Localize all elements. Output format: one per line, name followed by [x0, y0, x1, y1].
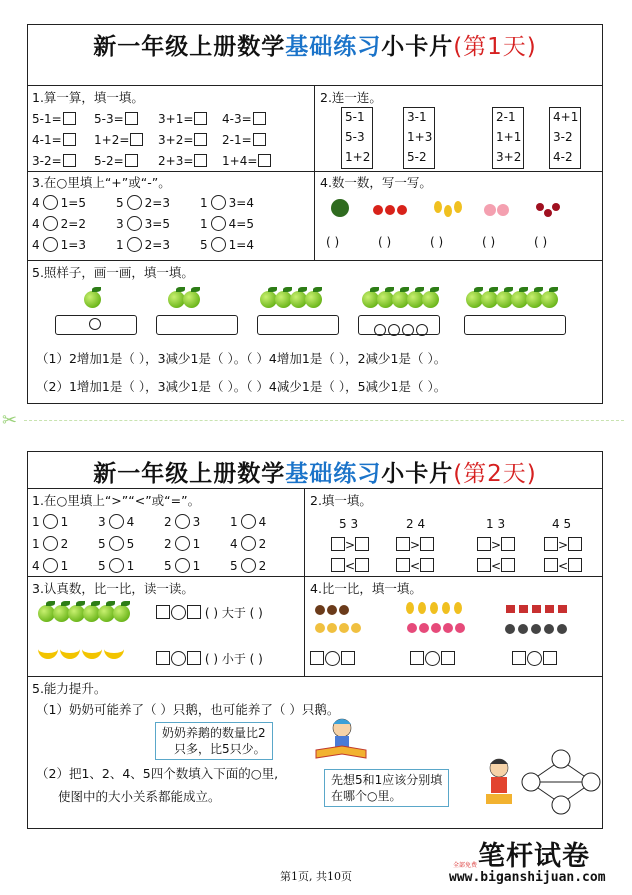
answer-box[interactable] — [63, 112, 76, 125]
example-circle — [89, 318, 101, 330]
divider — [28, 488, 602, 489]
compare-circle[interactable] — [425, 651, 440, 666]
answer-box[interactable] — [512, 651, 526, 665]
apple-group — [466, 291, 556, 312]
answer-box[interactable] — [501, 558, 515, 572]
fruit-illustrations — [328, 195, 598, 221]
compare-circle[interactable] — [109, 514, 124, 529]
apple-icon — [422, 291, 439, 308]
answer-box[interactable] — [355, 537, 369, 551]
peach-icon — [455, 623, 465, 633]
apple-icon — [541, 291, 558, 308]
count-answer[interactable]: ( ) — [378, 235, 392, 249]
panda-icon — [518, 624, 528, 634]
section-1-heading: 1.在○里填上“>”“<”或“=”。 — [32, 493, 201, 508]
answer-box[interactable] — [63, 133, 76, 146]
section-3-heading: 3.认真数，比一比，读一读。 — [32, 581, 194, 596]
operator-circle[interactable] — [211, 216, 226, 231]
brand-logo: 笔杆试卷 — [478, 841, 590, 872]
owl-icon — [327, 605, 337, 615]
pear-icon — [430, 602, 438, 614]
compare-circle[interactable] — [241, 514, 256, 529]
answer-box[interactable] — [501, 537, 515, 551]
chick-icon — [351, 623, 361, 633]
cherry-icon — [552, 203, 560, 211]
answer-box[interactable] — [396, 537, 410, 551]
owl-icon — [315, 605, 325, 615]
answer-box[interactable] — [441, 651, 455, 665]
basket-icon — [558, 605, 567, 613]
answer-box[interactable] — [544, 558, 558, 572]
banana-row — [38, 642, 126, 663]
pear-icon — [444, 205, 452, 217]
expr-item[interactable]: 4-2 — [553, 150, 573, 164]
pear-icon — [418, 602, 426, 614]
card2-title: 新一年级上册数学基础练习小卡片(第2天) — [93, 461, 537, 487]
diagram-circle-top — [552, 750, 570, 768]
apple-icon — [305, 291, 322, 308]
question-2-line-2: 使图中的大小关系都能成立。 — [58, 789, 221, 804]
relation-diagram — [520, 748, 602, 816]
apple-icon — [113, 605, 130, 622]
chick-icon — [315, 623, 325, 633]
apple-icon — [84, 291, 101, 308]
cherry-icon — [536, 203, 544, 211]
section-1-heading: 1.算一算，填一填。 — [32, 90, 144, 105]
answer-box[interactable] — [331, 537, 345, 551]
compare-circle[interactable] — [43, 536, 58, 551]
example-circle — [402, 324, 414, 336]
basket-icon — [532, 605, 541, 613]
expr-item[interactable]: 5-1 — [345, 110, 365, 124]
compare-circle[interactable] — [171, 605, 186, 620]
answer-box[interactable] — [156, 651, 170, 665]
answer-box[interactable] — [477, 558, 491, 572]
peach-icon — [443, 623, 453, 633]
section-4-heading: 4.数一数，写一写。 — [320, 175, 432, 190]
banana-icon — [82, 642, 102, 659]
peach-icon — [419, 623, 429, 633]
answer-box[interactable] — [194, 154, 207, 167]
tomato-icon — [385, 205, 395, 215]
diagram-circle-left — [522, 773, 540, 791]
operator-circle[interactable] — [127, 195, 142, 210]
animal-illustrations — [312, 602, 600, 640]
pear-icon — [454, 201, 462, 213]
count-answer[interactable]: ( ) — [482, 235, 496, 249]
operator-circle[interactable] — [211, 195, 226, 210]
expr-item[interactable]: 3+2 — [496, 150, 522, 164]
divider — [28, 260, 602, 261]
page-number: 第1页, 共10页 — [280, 870, 352, 883]
divider-vertical — [314, 85, 315, 260]
divider — [28, 171, 602, 172]
smaller-label: ( ) 小于 ( ) — [204, 652, 263, 666]
divider — [28, 576, 602, 577]
answer-box[interactable] — [187, 651, 201, 665]
example-circle — [388, 324, 400, 336]
chick-icon — [327, 623, 337, 633]
pear-icon — [406, 602, 414, 614]
number-pair: 4 5 — [552, 517, 572, 531]
draw-box[interactable] — [156, 315, 238, 335]
draw-box[interactable] — [464, 315, 566, 335]
answer-box[interactable] — [420, 537, 434, 551]
draw-box[interactable] — [257, 315, 339, 335]
compare-circle[interactable] — [43, 514, 58, 529]
operator-circle[interactable] — [211, 237, 226, 252]
operator-circle[interactable] — [43, 237, 58, 252]
answer-box[interactable] — [187, 605, 201, 619]
apple-group — [362, 291, 437, 312]
cut-line — [24, 420, 624, 421]
answer-box[interactable] — [331, 558, 345, 572]
card-day1: 新一年级上册数学基础练习小卡片(第1天) 1.算一算，填一填。 5-1= 5-3= 3+1= 4-3= 4-1= 1+2= 3+2= 2-1= 3-2= 5-2= 2+3= 1+4= 2.连一连。 5-1 5-3 1+2 3-1 1+3 5-2 2-1 1+1 3+2 4+1 3-2 4-2 3.在○里填上“+”或“-”。 4 1=5 5 2=3 1 3=4 4 2=2 3 3=5 1 4=5 4 1=3 1 2=3 5 1=4 4.数一数，写一写。 ( ) ( ) ( ) ( ) ( ) 5.照样子，画一画，填一填。 （1）2增加1是（ ），3减少1是（ ）。（ ）4增加1是（ ），2减少1是（ ）。 （2）1增加1是（ ），3减少1是（ ）。（ ）4减少1是（ ），5减少1是（ ）。 — [27, 24, 603, 404]
divider — [28, 676, 602, 677]
operator-circle[interactable] — [43, 195, 58, 210]
answer-box[interactable] — [194, 112, 207, 125]
chick-icon — [339, 623, 349, 633]
answer-box[interactable] — [477, 537, 491, 551]
answer-box[interactable] — [544, 537, 558, 551]
expr-item[interactable]: 5-3 — [345, 130, 365, 144]
fill-line-1: （1）2增加1是（ ），3减少1是（ ）。（ ）4增加1是（ ），2减少1是（ ）。 — [36, 351, 447, 366]
fill-line-2: （2）1增加1是（ ），3减少1是（ ）。（ ）4减少1是（ ），5减少1是（ ）。 — [36, 379, 447, 394]
answer-box[interactable] — [258, 154, 271, 167]
peach-icon — [497, 204, 509, 216]
answer-box[interactable] — [125, 112, 138, 125]
answer-box[interactable] — [156, 605, 170, 619]
answer-box[interactable] — [396, 558, 410, 572]
expr-item[interactable]: 3-2 — [553, 130, 573, 144]
number-pair: 5 3 — [339, 517, 359, 531]
number-pair: 1 3 — [486, 517, 506, 531]
compare-circle[interactable] — [43, 558, 58, 573]
answer-box[interactable] — [355, 558, 369, 572]
answer-box[interactable] — [63, 154, 76, 167]
panda-icon — [505, 624, 515, 634]
basket-icon — [506, 605, 515, 613]
compare-circle[interactable] — [109, 558, 124, 573]
compare-circle[interactable] — [325, 651, 340, 666]
section-2-heading: 2.连一连。 — [320, 90, 382, 105]
apple-group — [84, 291, 99, 312]
apple-group — [260, 291, 320, 312]
expr-item[interactable]: 4+1 — [553, 110, 579, 124]
expr-item[interactable]: 2-1 — [496, 110, 516, 124]
divider-vertical — [304, 488, 305, 676]
basket-icon — [519, 605, 528, 613]
tomato-icon — [397, 205, 407, 215]
question-1: （1）奶奶可能养了（ ）只鹅，也可能养了（ ）只鹅。 — [36, 702, 340, 717]
panda-icon — [544, 624, 554, 634]
hint-bubble-2: 先想5和1应该分别填 在哪个○里。 — [324, 769, 449, 807]
bigger-label: ( ) 大于 ( ) — [204, 606, 263, 620]
count-answer[interactable]: ( ) — [534, 235, 548, 249]
child-icon — [482, 754, 516, 812]
answer-box[interactable] — [130, 133, 143, 146]
compare-circle[interactable] — [241, 536, 256, 551]
apple-icon — [183, 291, 200, 308]
expr-item[interactable]: 5-2 — [407, 150, 427, 164]
answer-box[interactable] — [310, 651, 324, 665]
peach-icon — [431, 623, 441, 633]
expr-item[interactable]: 3-1 — [407, 110, 427, 124]
cherry-icon — [544, 209, 552, 217]
answer-box[interactable] — [543, 651, 557, 665]
pear-icon — [454, 602, 462, 614]
pear-icon — [434, 201, 442, 213]
panda-icon — [557, 624, 567, 634]
reading-child-icon — [312, 716, 368, 766]
card1-title: 新一年级上册数学基础练习小卡片(第1天) — [93, 34, 537, 60]
pear-icon — [442, 602, 450, 614]
count-answer[interactable]: ( ) — [430, 235, 444, 249]
diagram-circle-right — [582, 773, 600, 791]
section-3-heading: 3.在○里填上“+”或“-”。 — [32, 175, 171, 190]
count-answer[interactable]: ( ) — [326, 235, 340, 249]
answer-box[interactable] — [253, 133, 266, 146]
card-day2: 新一年级上册数学基础练习小卡片(第2天) 1.在○里填上“>”“<”或“=”。 1 1 3 4 2 3 1 4 1 2 5 5 2 1 4 2 4 1 5 1 5 1 5 2 2.填一填。 5 3 2 4 1 3 4 5 > > > > < < < < 3.认真数，比一比，读一读。 ( ) 大于 ( ) ( ) 小于 ( ) 4.比一比，填一填。 5.能力提升。 （1）奶奶可能养了（ ）只鹅，也可能养了（ ）只鹅。 奶奶养鹅的数量比2 只多，比5只少。 （2）把1、2、4、5四个数填入下面的○里, 使图中的大小关系都能成立。 先想5和1应该分别填 在哪个○里。 — [27, 451, 603, 829]
watermelon-icon — [331, 199, 349, 217]
answer-box[interactable] — [420, 558, 434, 572]
compare-circle[interactable] — [241, 558, 256, 573]
answer-box[interactable] — [341, 651, 355, 665]
section-5-heading: 5.能力提升。 — [32, 681, 107, 696]
answer-box[interactable] — [194, 133, 207, 146]
panda-icon — [531, 624, 541, 634]
example-circle — [416, 324, 428, 336]
answer-box[interactable] — [568, 558, 582, 572]
diagram-circle-bottom — [552, 796, 570, 814]
peach-icon — [484, 204, 496, 216]
peach-icon — [407, 623, 417, 633]
operator-circle[interactable] — [43, 216, 58, 231]
operator-circle[interactable] — [127, 237, 142, 252]
compare-circle[interactable] — [171, 651, 186, 666]
expr-item[interactable]: 1+3 — [407, 130, 433, 144]
apple-row — [38, 605, 128, 626]
hint-bubble-1: 奶奶养鹅的数量比2 只多，比5只少。 — [155, 722, 273, 760]
tomato-icon — [373, 205, 383, 215]
section-2-heading: 2.填一填。 — [310, 493, 372, 508]
scissors-icon: ✂ — [2, 410, 18, 431]
number-pair: 2 4 — [406, 517, 426, 531]
answer-box[interactable] — [253, 112, 266, 125]
divider — [28, 85, 602, 86]
banana-icon — [38, 642, 58, 659]
operator-circle[interactable] — [127, 216, 142, 231]
compare-circle[interactable] — [175, 536, 190, 551]
answer-box[interactable] — [410, 651, 424, 665]
apple-group — [168, 291, 198, 312]
question-2-line-1: （2）把1、2、4、5四个数填入下面的○里, — [36, 766, 279, 781]
banana-icon — [104, 642, 124, 659]
compare-circle[interactable] — [527, 651, 542, 666]
compare-circle[interactable] — [175, 558, 190, 573]
answer-box[interactable] — [568, 537, 582, 551]
basket-icon — [545, 605, 554, 613]
brand-url[interactable]: www.biganshijuan.com — [449, 870, 606, 885]
expr-item[interactable]: 1+2 — [345, 150, 371, 164]
answer-box[interactable] — [125, 154, 138, 167]
example-circle — [374, 324, 386, 336]
expr-item[interactable]: 1+1 — [496, 130, 522, 144]
draw-box[interactable] — [55, 315, 137, 335]
free-tag: 全部免费 — [453, 862, 478, 869]
section-4-heading: 4.比一比，填一填。 — [310, 581, 422, 596]
owl-icon — [339, 605, 349, 615]
compare-circle[interactable] — [109, 536, 124, 551]
banana-icon — [60, 642, 80, 659]
section-5-heading: 5.照样子，画一画，填一填。 — [32, 265, 194, 280]
compare-circle[interactable] — [175, 514, 190, 529]
draw-box[interactable] — [358, 315, 440, 335]
